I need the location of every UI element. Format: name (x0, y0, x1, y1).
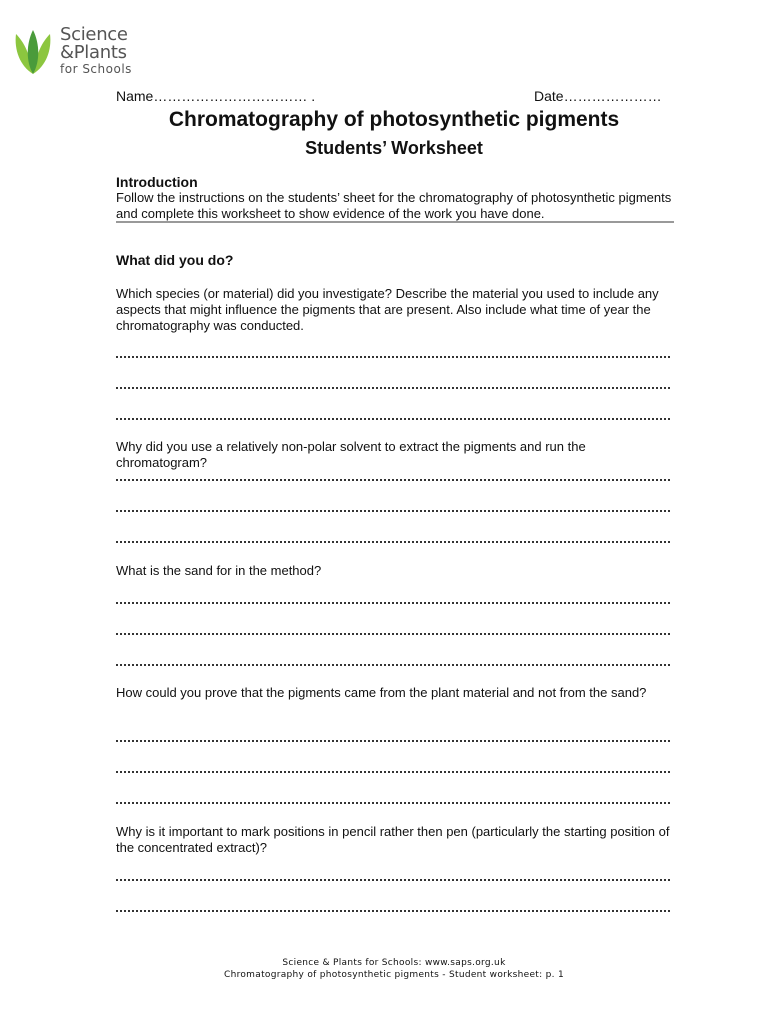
leaf-icon (12, 28, 54, 76)
answer-line[interactable] (116, 633, 670, 635)
answer-line[interactable] (116, 356, 670, 358)
question-4: How could you prove that the pigments came from the plant material and not from the sand? (116, 685, 647, 700)
answer-line[interactable] (116, 771, 670, 773)
section-heading: What did you do? (116, 252, 234, 268)
answer-line[interactable] (116, 879, 670, 881)
question-2: Why did you use a relatively non-polar solvent to extract the pigments and run the chromatogram? (116, 439, 586, 470)
footer-site: Science & Plants for Schools: www.saps.org.uk (282, 958, 506, 968)
page-subtitle: Students’ Worksheet (305, 138, 483, 158)
answer-line[interactable] (116, 602, 670, 604)
saps-logo (12, 26, 152, 82)
logo-line-science: Science (60, 24, 128, 45)
answer-line[interactable] (116, 740, 670, 742)
section-divider (116, 221, 674, 223)
footer-page-info: Chromatography of photosynthetic pigments - Student worksheet: p. 1 (223, 970, 564, 980)
introduction-heading: Introduction (116, 174, 198, 190)
logo-wordmark (60, 26, 132, 76)
logo-line-schools: for Schools (60, 62, 132, 76)
question-5: Why is it important to mark positions in pencil rather then pen (particularly the starting position of the concentrated extract)? (116, 824, 670, 855)
question-3: What is the sand for in the method? (116, 563, 322, 578)
answer-line[interactable] (116, 387, 670, 389)
question-1: Which species (or material) did you investigate? Describe the material you used to include any aspects that might influence the pigments that are present. Also include what time of year the chromatography was conducted. (116, 286, 659, 333)
answer-line[interactable] (116, 479, 670, 481)
logo-line-plants: &Plants (60, 42, 127, 63)
answer-line[interactable] (116, 510, 670, 512)
date-field[interactable]: Date………………… (534, 88, 662, 104)
page-title: Chromatography of photosynthetic pigments (168, 108, 620, 131)
introduction-text: Follow the instructions on the students’ sheet for the chromatography of photosynthetic pigments and complete this worksheet to show evidence of the work you have done. (116, 190, 672, 221)
name-field[interactable]: Name…………………………… . (116, 88, 316, 104)
answer-line[interactable] (116, 802, 670, 804)
answer-line[interactable] (116, 541, 670, 543)
answer-line[interactable] (116, 664, 670, 666)
answer-line[interactable] (116, 418, 670, 420)
answer-line[interactable] (116, 910, 670, 912)
